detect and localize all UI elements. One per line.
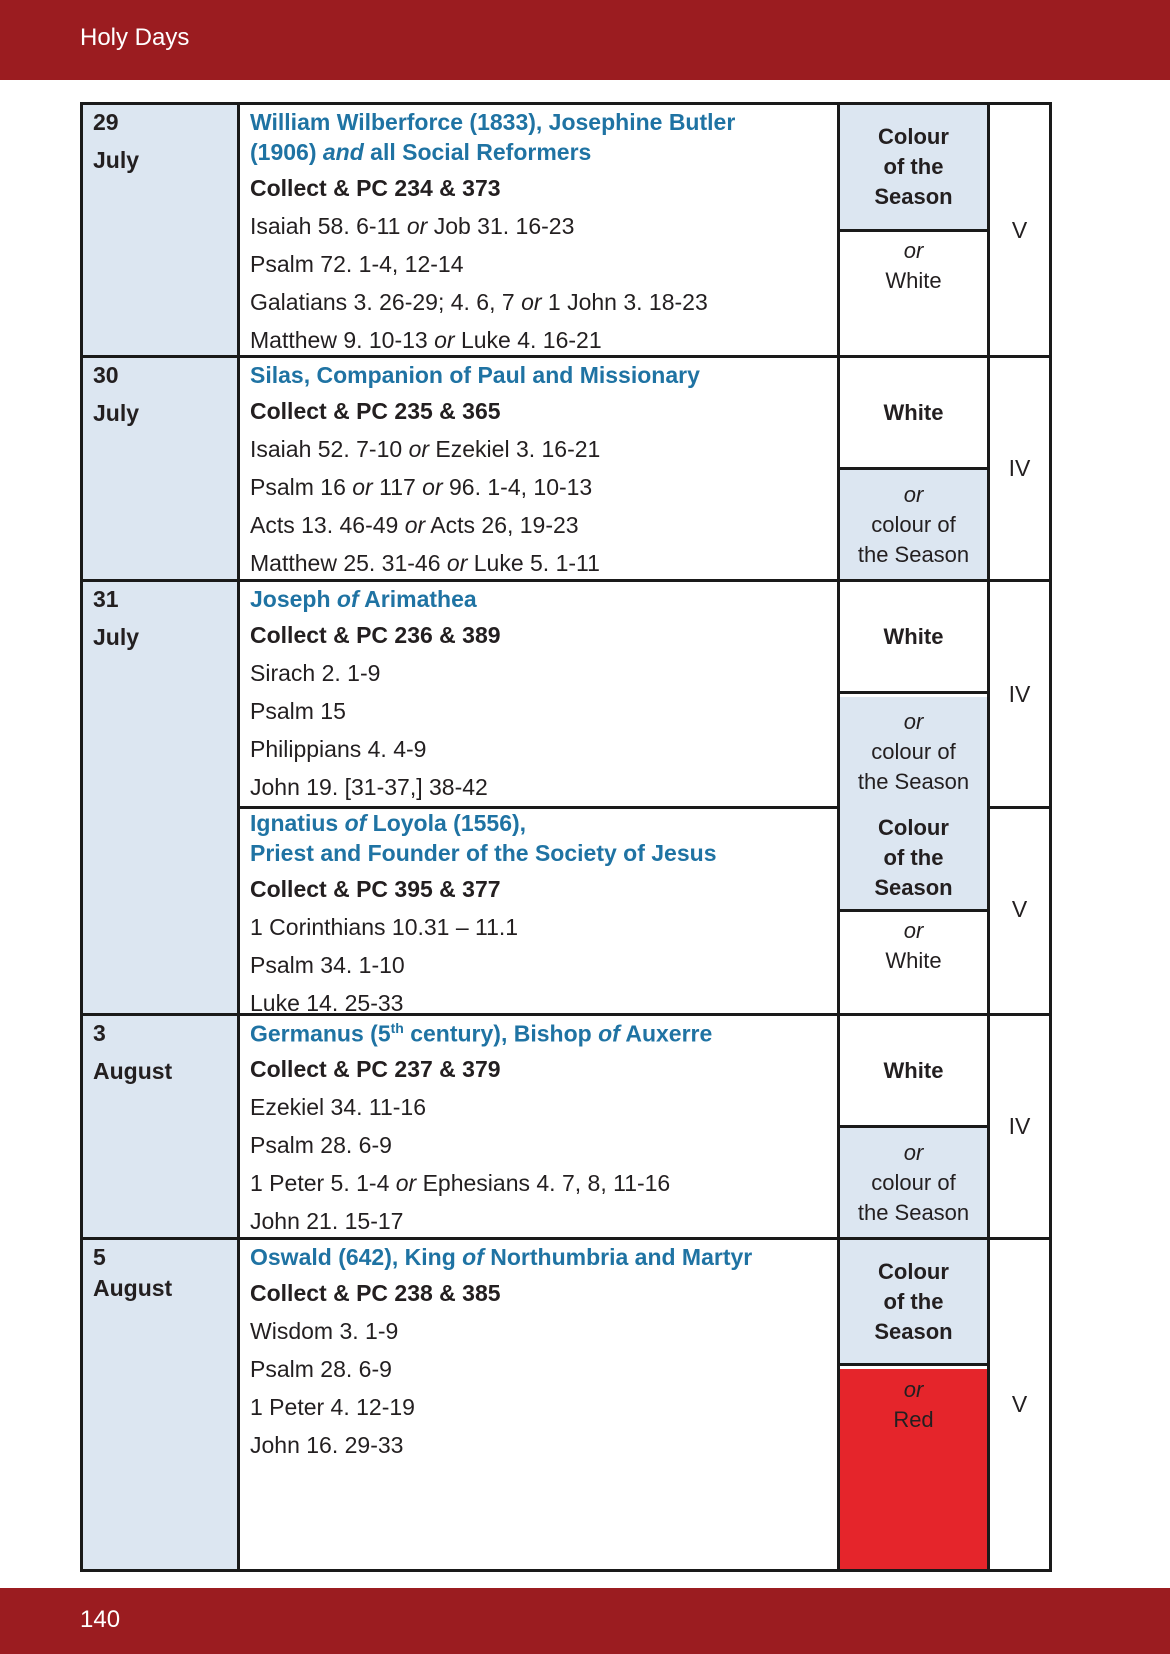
scripture-reading	[250, 952, 405, 979]
text-segment: 1 Peter 4. 12-19	[250, 1394, 415, 1420]
collect-reference: Collect & PC 238 & 385	[250, 1280, 501, 1306]
or-label: or	[903, 1377, 924, 1402]
scripture-reading	[250, 1170, 670, 1197]
italic-text: or	[406, 213, 428, 239]
text-segment: Galatians 3. 26-29; 4. 6, 7	[250, 289, 522, 315]
colour-text: Season	[874, 874, 953, 900]
colour-text: the Season	[857, 1199, 970, 1225]
rank-numeral: IV	[1008, 455, 1031, 481]
date-day: 5	[93, 1244, 106, 1270]
scripture-reading	[250, 1394, 415, 1421]
scripture-reading	[250, 698, 346, 725]
or-label: or	[903, 1139, 924, 1165]
liturgical-colour-cell	[840, 806, 990, 1013]
colour-text: Season	[874, 184, 953, 209]
alternative-colour	[840, 912, 987, 1013]
colour-text: colour of	[871, 1169, 956, 1195]
colour-text: White	[883, 399, 944, 425]
italic-text: or	[408, 436, 430, 462]
date-day: 31	[93, 586, 119, 612]
alternative-colour	[840, 1369, 987, 1569]
colour-text: colour of	[871, 511, 956, 537]
text-segment: Luke 4. 16-21	[454, 327, 602, 353]
commemoration-title	[250, 840, 716, 867]
italic-text: of	[598, 1020, 620, 1047]
colour-text: colour of	[871, 738, 956, 764]
text-segment: Psalm 72. 1-4, 12-14	[250, 251, 464, 277]
scripture-reading	[250, 251, 464, 278]
liturgical-colour-cell	[840, 582, 990, 806]
commemoration-title	[250, 139, 591, 166]
readings-cell	[240, 105, 840, 355]
colour-text: Colour	[878, 124, 949, 149]
text-segment: Acts 26, 19-23	[425, 512, 579, 538]
primary-colour	[840, 806, 987, 912]
date-cell	[83, 806, 240, 1013]
text-segment: William Wilberforce (1833), Josephine Butler	[250, 109, 736, 135]
text-segment: Psalm 15	[250, 698, 346, 724]
text-segment: Priest and Founder of the Society of Jesus	[250, 840, 717, 866]
text-segment: Arimathea	[358, 586, 477, 612]
commemoration-title	[250, 362, 700, 389]
alternative-colour	[840, 1128, 987, 1237]
calendar-entry	[83, 1016, 1049, 1240]
date-cell	[83, 358, 240, 579]
primary-colour	[840, 582, 987, 694]
or-label: or	[903, 238, 924, 263]
italic-text: and	[322, 139, 364, 165]
collect-reference: Collect & PC 235 & 365	[250, 398, 501, 424]
text-segment: Luke 5. 1-11	[467, 550, 600, 576]
scripture-reading	[250, 660, 380, 687]
running-head: Holy Days	[80, 24, 190, 51]
colour-text: Colour	[878, 814, 949, 840]
text-segment: 1 Peter 5. 1-4	[250, 1170, 396, 1196]
text-segment: Isaiah 52. 7-10	[250, 436, 409, 462]
commemoration-title	[250, 1020, 712, 1048]
text-segment: Psalm 34. 1-10	[250, 952, 405, 978]
primary-colour	[840, 358, 987, 470]
rank-numeral: V	[1011, 217, 1028, 243]
calendar-entry	[83, 806, 1049, 1016]
date-cell	[83, 582, 240, 806]
scripture-reading	[250, 550, 600, 577]
text-segment: Ezekiel 3. 16-21	[429, 436, 601, 462]
text-segment: Ezekiel 34. 11-16	[250, 1094, 427, 1120]
or-label: or	[903, 708, 924, 734]
text-segment: Oswald (642), King	[250, 1244, 463, 1270]
scripture-reading	[250, 1094, 426, 1121]
colour-text: Colour	[878, 1258, 949, 1284]
scripture-reading	[250, 1208, 403, 1235]
calendar-entry	[83, 358, 1049, 582]
rank-numeral: V	[1011, 1391, 1028, 1417]
collect-reference: Collect & PC 236 & 389	[250, 622, 501, 648]
primary-colour	[840, 1016, 987, 1128]
scripture-reading	[250, 1132, 392, 1159]
liturgical-colour-cell	[840, 105, 990, 355]
scripture-reading	[250, 289, 708, 316]
commemoration-title	[250, 109, 735, 136]
calendar-entry	[83, 1240, 1049, 1569]
text-segment: Philippians 4. 4-9	[250, 736, 427, 762]
colour-text: Red	[893, 1407, 934, 1432]
text-segment: Matthew 9. 10-13	[250, 327, 435, 353]
calendar-entry	[83, 105, 1049, 358]
rank-numeral: V	[1011, 896, 1028, 922]
text-segment: Acts 13. 46-49	[250, 512, 405, 538]
alternative-colour	[840, 232, 987, 355]
scripture-reading	[250, 327, 602, 354]
colour-text: White	[883, 1057, 944, 1083]
text-segment: John 19. [31-37,] 38-42	[250, 774, 488, 800]
scripture-reading	[250, 990, 403, 1017]
colour-text: White	[883, 623, 944, 649]
colour-text: the Season	[857, 541, 970, 567]
date-cell	[83, 1240, 240, 1569]
italic-text: of	[344, 810, 367, 836]
scripture-reading	[250, 1432, 403, 1459]
text-segment: Luke 14. 25-33	[250, 990, 404, 1016]
date-day: 3	[93, 1020, 106, 1046]
italic-text: of	[336, 586, 359, 612]
text-segment: Sirach 2. 1-9	[250, 660, 381, 686]
colour-text: of the	[883, 1288, 944, 1314]
collect-reference: Collect & PC 237 & 379	[250, 1056, 501, 1082]
or-label: or	[903, 918, 924, 943]
commemoration-title	[250, 810, 526, 837]
text-segment: Joseph	[250, 586, 337, 612]
readings-cell	[240, 1240, 840, 1569]
text-segment: th	[390, 1020, 404, 1036]
primary-colour	[840, 105, 987, 232]
readings-cell	[240, 582, 840, 806]
liturgical-colour-cell	[840, 1016, 990, 1237]
text-segment: Auxerre	[619, 1020, 713, 1047]
readings-cell	[240, 1016, 840, 1237]
colour-text: the Season	[857, 768, 970, 794]
text-segment: Germanus (5	[250, 1020, 391, 1047]
scripture-reading	[250, 914, 518, 941]
text-segment: Isaiah 58. 6-11	[250, 213, 407, 239]
holy-days-table	[80, 102, 1052, 1572]
text-segment: Psalm 16	[250, 474, 353, 500]
alternative-colour	[840, 470, 987, 579]
collect-reference: Collect & PC 234 & 373	[250, 175, 501, 201]
text-segment: Northumbria and Martyr	[483, 1244, 753, 1270]
text-segment: Psalm 28. 6-9	[250, 1356, 392, 1382]
scripture-reading	[250, 474, 592, 501]
date-month: August	[93, 1058, 173, 1084]
italic-text: or	[404, 512, 426, 538]
italic-text: or	[446, 550, 468, 576]
alternative-colour	[840, 697, 987, 806]
date-month: July	[93, 400, 140, 426]
italic-text: or	[434, 327, 455, 353]
text-segment: Loyola (1556),	[366, 810, 527, 836]
commemoration-title	[250, 1244, 752, 1271]
rank-numeral: IV	[1008, 1113, 1031, 1139]
colour-text: Season	[874, 1318, 953, 1344]
colour-text: of the	[883, 154, 944, 179]
readings-cell	[240, 358, 840, 579]
date-cell	[83, 1016, 240, 1237]
commemoration-title	[250, 586, 477, 613]
liturgical-colour-cell	[840, 1240, 990, 1569]
scripture-reading	[250, 1318, 398, 1345]
primary-colour	[840, 1240, 987, 1366]
date-month: July	[93, 147, 140, 173]
scripture-reading	[250, 736, 426, 763]
italic-text: of	[462, 1244, 484, 1270]
scripture-reading	[250, 436, 600, 463]
text-segment: 1 Corinthians 10.31 – 11.1	[250, 914, 519, 940]
italic-text: or	[422, 474, 443, 500]
text-segment: Psalm 28. 6-9	[250, 1132, 392, 1158]
page-header	[0, 0, 1170, 80]
text-segment: century), Bishop	[403, 1020, 599, 1047]
calendar-entry	[83, 582, 1049, 806]
rank-numeral: IV	[1008, 680, 1031, 707]
date-month: July	[93, 624, 140, 650]
text-segment: 117	[372, 474, 423, 500]
italic-text: or	[395, 1170, 417, 1196]
text-segment: Silas, Companion of Paul and Missionary	[250, 362, 700, 388]
scripture-reading	[250, 512, 579, 539]
colour-text: White	[885, 948, 942, 973]
text-segment: Wisdom 3. 1-9	[250, 1318, 399, 1344]
collect-reference: Collect & PC 395 & 377	[250, 876, 501, 902]
italic-text: or	[352, 474, 373, 500]
page-number: 140	[80, 1606, 121, 1633]
text-segment: John 21. 15-17	[250, 1208, 404, 1234]
text-segment: 1 John 3. 18-23	[541, 289, 708, 315]
text-segment: (1906)	[250, 139, 323, 165]
date-day: 30	[93, 362, 119, 388]
date-cell	[83, 105, 240, 355]
text-segment: Matthew 25. 31-46	[250, 550, 447, 576]
colour-text: of the	[883, 844, 944, 870]
scripture-reading	[250, 1356, 392, 1383]
italic-text: or	[521, 289, 542, 315]
date-month: August	[93, 1275, 173, 1301]
or-label: or	[903, 481, 924, 507]
scripture-reading	[250, 774, 488, 801]
colour-text: White	[885, 268, 942, 293]
text-segment: John 16. 29-33	[250, 1432, 404, 1458]
page-footer	[0, 1588, 1170, 1654]
text-segment: Ephesians 4. 7, 8, 11-16	[416, 1170, 671, 1196]
date-day: 29	[93, 109, 119, 135]
liturgical-colour-cell	[840, 358, 990, 579]
scripture-reading	[250, 213, 574, 240]
readings-cell	[240, 806, 840, 1016]
text-segment: Job 31. 16-23	[427, 213, 575, 239]
text-segment: Ignatius	[250, 810, 345, 836]
text-segment: 96. 1-4, 10-13	[442, 474, 593, 500]
text-segment: all Social Reformers	[363, 139, 592, 165]
